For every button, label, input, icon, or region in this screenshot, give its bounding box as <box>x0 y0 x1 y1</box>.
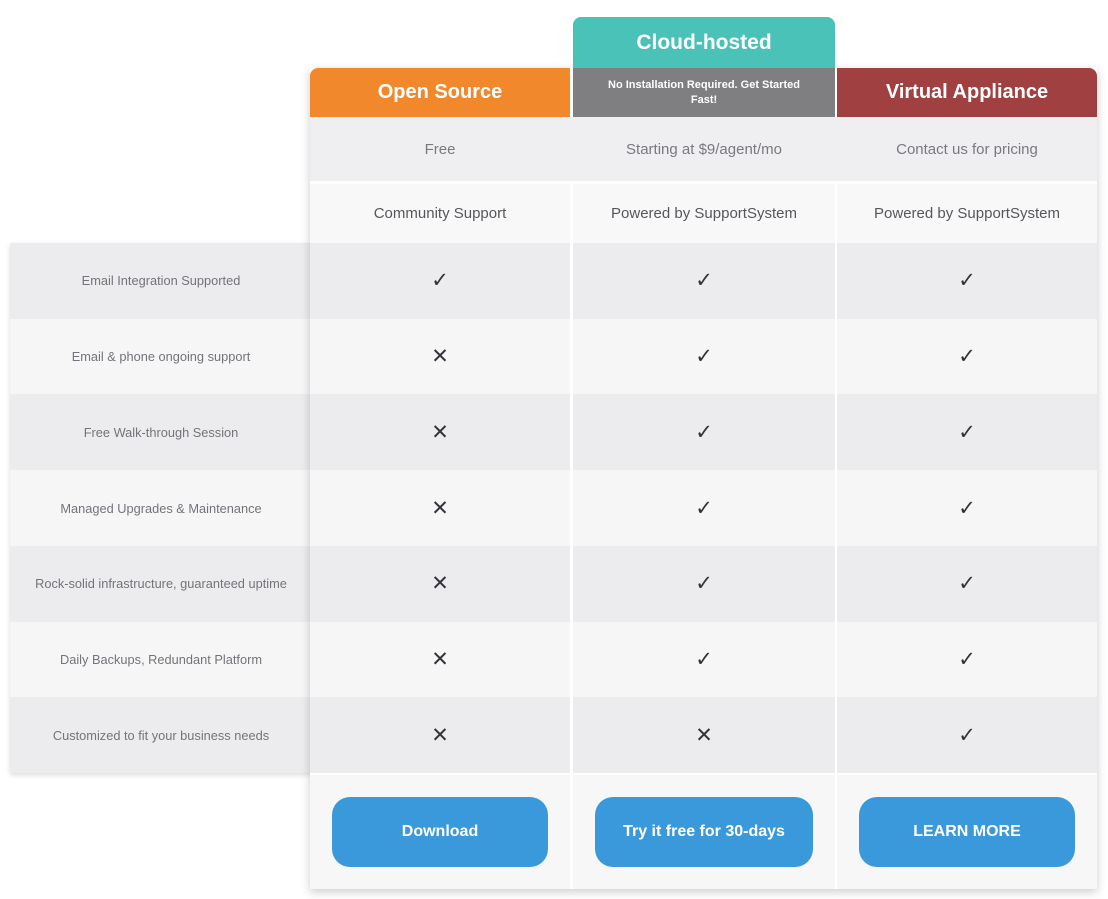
action-cell-open-source <box>310 775 570 889</box>
feature-cell <box>837 243 1097 319</box>
feature-col-virtual-appliance <box>837 243 1097 773</box>
plan-header-open-source: Open Source <box>310 68 570 117</box>
feature-cell <box>837 546 1097 622</box>
cross-icon: ✕ <box>431 495 449 520</box>
cloud-hosted-tagline: No Installation Required. Get Started Fast! <box>573 68 835 117</box>
check-icon: ✓ <box>695 571 713 596</box>
support-virtual-appliance: Powered by SupportSystem <box>837 184 1097 243</box>
check-icon: ✓ <box>695 495 713 520</box>
feature-labels-panel <box>10 243 312 773</box>
check-icon: ✓ <box>695 646 713 671</box>
feature-col-cloud-hosted <box>573 243 835 773</box>
feature-label: Customized to fit your business needs <box>10 697 312 773</box>
pricing-row <box>310 117 1097 181</box>
feature-cell <box>837 697 1097 773</box>
feature-cell <box>310 470 570 546</box>
check-icon: ✓ <box>695 344 713 369</box>
check-icon: ✓ <box>958 722 976 747</box>
check-icon: ✓ <box>958 646 976 671</box>
actions-row <box>310 775 1097 889</box>
check-icon: ✓ <box>695 419 713 444</box>
feature-cell <box>837 394 1097 470</box>
cross-icon: ✕ <box>431 646 449 671</box>
feature-cell <box>573 546 835 622</box>
support-open-source: Community Support <box>310 184 570 243</box>
feature-cell <box>573 697 835 773</box>
cross-icon: ✕ <box>431 419 449 444</box>
feature-matrix <box>310 243 1097 773</box>
cross-icon: ✕ <box>431 571 449 596</box>
feature-label: Managed Upgrades & Maintenance <box>10 470 312 546</box>
feature-cell <box>310 243 570 319</box>
cross-icon: ✕ <box>431 722 449 747</box>
plan-header-virtual-appliance: Virtual Appliance <box>837 68 1097 117</box>
feature-cell <box>573 470 835 546</box>
feature-cell <box>837 470 1097 546</box>
feature-cell <box>310 319 570 395</box>
support-cloud-hosted: Powered by SupportSystem <box>573 184 835 243</box>
free-trial-button[interactable]: Try it free for 30-days <box>595 797 813 867</box>
cross-icon: ✕ <box>431 344 449 369</box>
check-icon: ✓ <box>958 495 976 520</box>
check-icon: ✓ <box>958 419 976 444</box>
download-button[interactable]: Download <box>332 797 548 867</box>
feature-label: Rock-solid infrastructure, guaranteed uptime <box>10 546 312 622</box>
check-icon: ✓ <box>958 571 976 596</box>
check-icon: ✓ <box>958 268 976 293</box>
feature-label: Email & phone ongoing support <box>10 319 312 395</box>
learn-more-button[interactable]: LEARN MORE <box>859 797 1075 867</box>
price-virtual-appliance: Contact us for pricing <box>896 140 1038 158</box>
plan-header-cloud-hosted: Cloud-hosted <box>573 17 835 68</box>
check-icon: ✓ <box>695 268 713 293</box>
price-cloud-hosted: Starting at $9/agent/mo <box>626 140 782 158</box>
cross-icon: ✕ <box>695 722 713 747</box>
check-icon: ✓ <box>958 344 976 369</box>
feature-cell <box>837 319 1097 395</box>
feature-cell <box>310 546 570 622</box>
feature-cell <box>573 243 835 319</box>
feature-cell <box>573 622 835 698</box>
action-cell-virtual-appliance <box>837 775 1097 889</box>
feature-cell <box>837 622 1097 698</box>
check-icon: ✓ <box>431 268 449 293</box>
feature-cell <box>310 622 570 698</box>
feature-cell <box>310 697 570 773</box>
action-cell-cloud-hosted <box>573 775 835 889</box>
feature-cell <box>310 394 570 470</box>
feature-cell <box>573 319 835 395</box>
feature-col-open-source <box>310 243 570 773</box>
feature-label: Daily Backups, Redundant Platform <box>10 622 312 698</box>
price-open-source: Free <box>424 140 456 158</box>
plan-headers-row <box>310 68 1097 117</box>
feature-label: Free Walk-through Session <box>10 394 312 470</box>
support-row <box>310 184 1097 243</box>
feature-label: Email Integration Supported <box>10 243 312 319</box>
feature-cell <box>573 394 835 470</box>
